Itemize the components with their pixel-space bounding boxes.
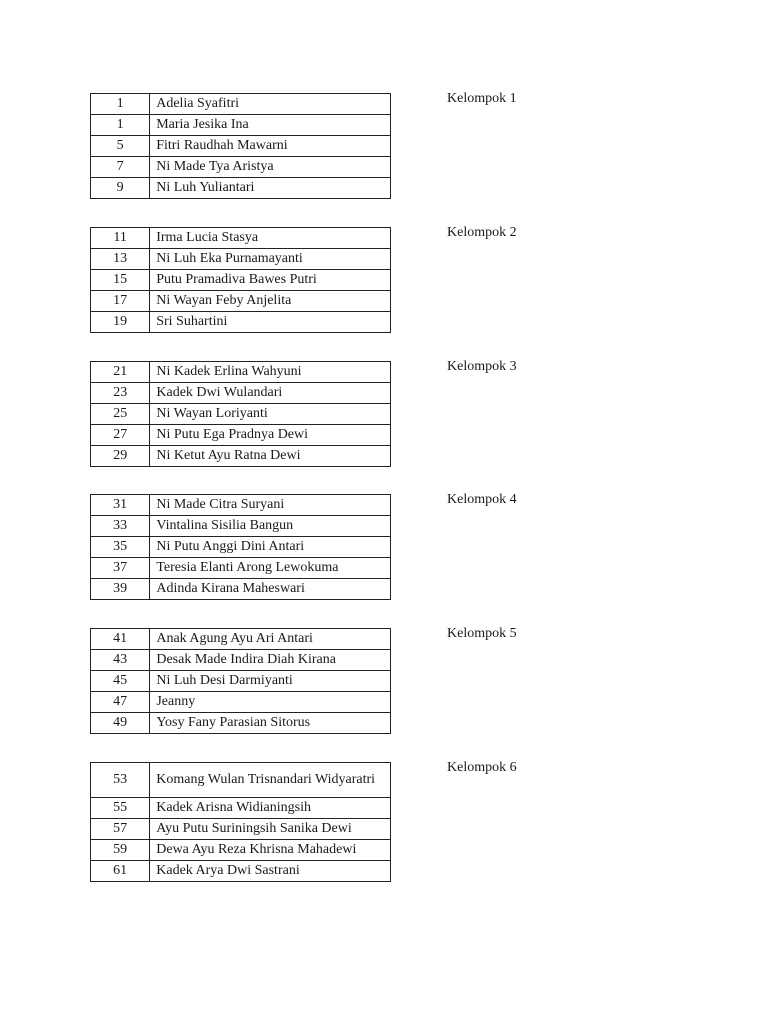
table-row	[91, 840, 391, 861]
group-4	[90, 494, 530, 600]
member-name: Putu Pramadiva Bawes Putri	[150, 270, 391, 291]
member-number: 21	[91, 362, 150, 383]
group-table	[90, 762, 391, 882]
group-label: Kelompok 5	[447, 626, 517, 641]
member-name: Jeanny	[150, 692, 391, 713]
table-row	[91, 629, 391, 650]
member-number: 23	[91, 383, 150, 404]
member-name: Ayu Putu Suriningsih Sanika Dewi	[150, 819, 391, 840]
member-number: 11	[91, 228, 150, 249]
table-row	[91, 425, 391, 446]
member-name: Kadek Arisna Widianingsih	[150, 798, 391, 819]
group-label: Kelompok 2	[447, 225, 517, 240]
member-name: Ni Luh Eka Purnamayanti	[150, 249, 391, 270]
member-number: 5	[91, 136, 150, 157]
member-number: 53	[91, 763, 150, 798]
member-name: Ni Wayan Feby Anjelita	[150, 291, 391, 312]
table-row	[91, 136, 391, 157]
table-row	[91, 178, 391, 199]
group-table	[90, 93, 391, 199]
table-row	[91, 404, 391, 425]
member-number: 1	[91, 94, 150, 115]
member-number: 25	[91, 404, 150, 425]
member-number: 29	[91, 446, 150, 467]
group-2	[90, 227, 530, 333]
member-name: Ni Made Tya Aristya	[150, 157, 391, 178]
group-table	[90, 494, 391, 600]
table-row	[91, 537, 391, 558]
member-name: Kadek Arya Dwi Sastrani	[150, 861, 391, 882]
table-row	[91, 516, 391, 537]
member-number: 59	[91, 840, 150, 861]
table-row	[91, 115, 391, 136]
member-name: Ni Putu Anggi Dini Antari	[150, 537, 391, 558]
member-number: 7	[91, 157, 150, 178]
member-number: 49	[91, 713, 150, 734]
table-row	[91, 446, 391, 467]
member-name: Maria Jesika Ina	[150, 115, 391, 136]
group-5	[90, 628, 530, 734]
table-row	[91, 692, 391, 713]
member-number: 37	[91, 558, 150, 579]
member-name: Kadek Dwi Wulandari	[150, 383, 391, 404]
table-row	[91, 763, 391, 798]
table-row	[91, 291, 391, 312]
table-row	[91, 249, 391, 270]
table-row	[91, 819, 391, 840]
table-row	[91, 362, 391, 383]
member-number: 45	[91, 671, 150, 692]
member-name: Dewa Ayu Reza Khrisna Mahadewi	[150, 840, 391, 861]
group-table	[90, 628, 391, 734]
member-name: Ni Luh Desi Darmiyanti	[150, 671, 391, 692]
member-number: 55	[91, 798, 150, 819]
table-row	[91, 558, 391, 579]
member-number: 9	[91, 178, 150, 199]
table-row	[91, 270, 391, 291]
member-number: 41	[91, 629, 150, 650]
member-number: 35	[91, 537, 150, 558]
member-name: Komang Wulan Trisnandari Widyaratri	[150, 763, 391, 798]
group-label: Kelompok 6	[447, 760, 517, 775]
member-name: Fitri Raudhah Mawarni	[150, 136, 391, 157]
table-row	[91, 650, 391, 671]
member-name: Adinda Kirana Maheswari	[150, 579, 391, 600]
member-number: 31	[91, 495, 150, 516]
table-row	[91, 861, 391, 882]
member-number: 15	[91, 270, 150, 291]
group-label: Kelompok 1	[447, 91, 517, 106]
member-number: 19	[91, 312, 150, 333]
group-label: Kelompok 3	[447, 359, 517, 374]
table-row	[91, 671, 391, 692]
member-name: Ni Made Citra Suryani	[150, 495, 391, 516]
table-row	[91, 157, 391, 178]
member-number: 61	[91, 861, 150, 882]
member-number: 1	[91, 115, 150, 136]
group-1	[90, 93, 530, 199]
member-name: Desak Made Indira Diah Kirana	[150, 650, 391, 671]
table-row	[91, 713, 391, 734]
member-number: 47	[91, 692, 150, 713]
table-row	[91, 383, 391, 404]
group-label: Kelompok 4	[447, 492, 517, 507]
group-6	[90, 762, 530, 882]
table-row	[91, 312, 391, 333]
member-name: Ni Kadek Erlina Wahyuni	[150, 362, 391, 383]
member-name: Ni Wayan Loriyanti	[150, 404, 391, 425]
member-name: Sri Suhartini	[150, 312, 391, 333]
member-name: Yosy Fany Parasian Sitorus	[150, 713, 391, 734]
member-name: Ni Ketut Ayu Ratna Dewi	[150, 446, 391, 467]
member-name: Adelia Syafitri	[150, 94, 391, 115]
group-table	[90, 361, 391, 467]
group-3	[90, 361, 530, 467]
table-row	[91, 579, 391, 600]
table-row	[91, 94, 391, 115]
member-number: 57	[91, 819, 150, 840]
member-name: Anak Agung Ayu Ari Antari	[150, 629, 391, 650]
group-table	[90, 227, 391, 333]
member-name: Vintalina Sisilia Bangun	[150, 516, 391, 537]
member-number: 43	[91, 650, 150, 671]
table-row	[91, 798, 391, 819]
member-number: 39	[91, 579, 150, 600]
member-number: 17	[91, 291, 150, 312]
member-number: 27	[91, 425, 150, 446]
table-row	[91, 495, 391, 516]
member-name: Irma Lucia Stasya	[150, 228, 391, 249]
member-name: Teresia Elanti Arong Lewokuma	[150, 558, 391, 579]
member-number: 13	[91, 249, 150, 270]
table-row	[91, 228, 391, 249]
member-number: 33	[91, 516, 150, 537]
member-name: Ni Putu Ega Pradnya Dewi	[150, 425, 391, 446]
member-name: Ni Luh Yuliantari	[150, 178, 391, 199]
